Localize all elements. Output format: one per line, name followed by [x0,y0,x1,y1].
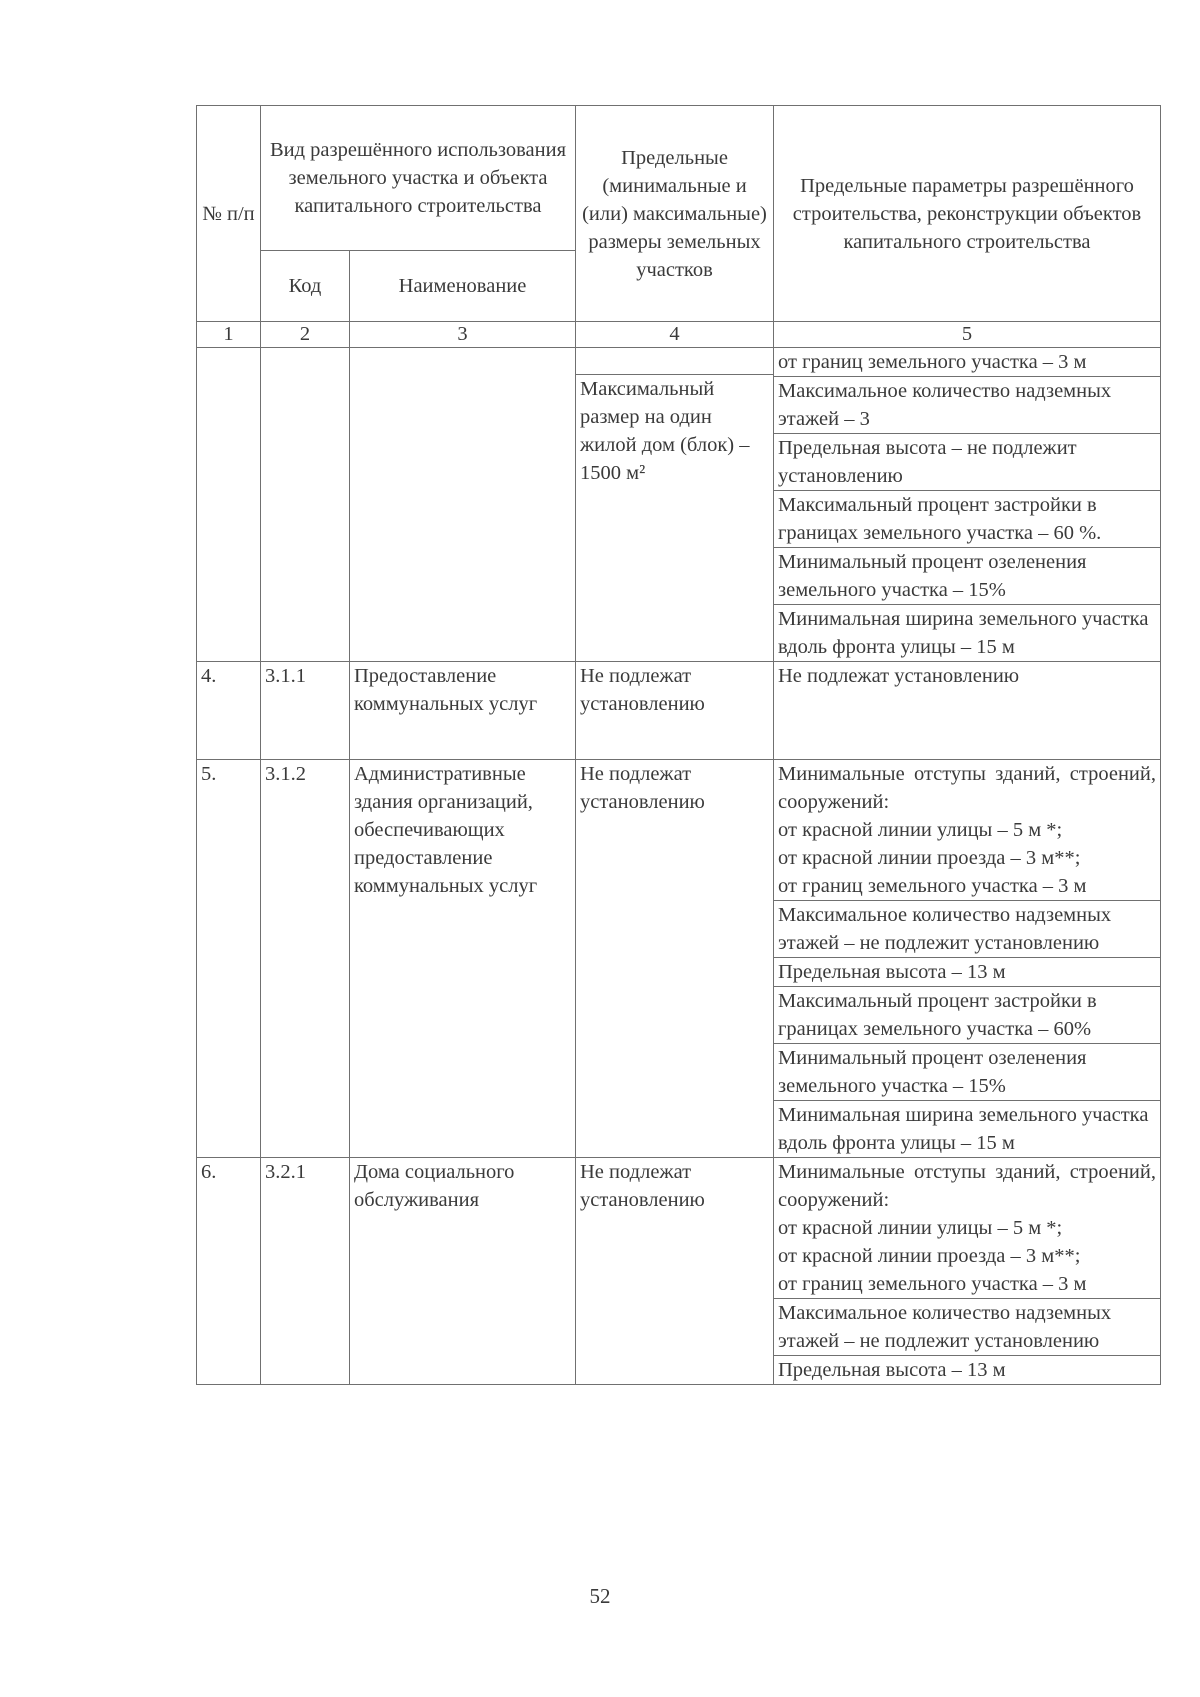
column-number: 1 [197,322,261,348]
param-item: от границ земельного участка – 3 м [774,348,1160,377]
param-item: от красной линии проезда – 3 м**; [778,847,1081,869]
param-group-setbacks [774,760,1160,901]
param-item: Минимальный процент озеленения земельного участка – 15% [774,548,1160,605]
row-number: 5. [197,760,261,1158]
row-number: 4. [197,662,261,760]
param-item: от красной линии улицы – 5 м *; [778,1217,1063,1239]
param-group-setbacks [774,1158,1160,1299]
param-item: от красной линии проезда – 3 м**; [778,1245,1081,1267]
header-plot-sizes: Предельные (минимальные и (или) максимальные) размеры земельных участков [576,106,774,322]
table-row [197,348,1161,662]
param-item: Максимальный процент застройки в границах земельного участка – 60 %. [774,491,1160,548]
column-number: 2 [261,322,350,348]
row-number [197,348,261,662]
table-row [197,662,1161,760]
row-plot-size [576,348,774,662]
land-use-table [196,105,1161,1385]
row-name: Административные здания организаций, обеспечивающих предоставление коммунальных услуг [350,760,576,1158]
row-plot-size: Не подлежат установлению [576,662,774,760]
column-number: 3 [350,322,576,348]
param-item: Максимальное количество надземных этажей – не подлежит установлению [774,1299,1160,1356]
row-name [350,348,576,662]
param-item: Минимальная ширина земельного участка вдоль фронта улицы – 15 м [778,1104,1149,1154]
param-item: Минимальные отступы зданий, строений, сооружений: [778,1161,1156,1211]
param-item: Максимальный процент застройки в границах земельного участка – 60% [774,987,1160,1044]
row-params: Не подлежат установлению [774,662,1161,760]
param-item: от границ земельного участка – 3 м [778,875,1087,897]
header-usage-type: Вид разрешённого использования земельного участка и объекта капитального строительства [261,106,576,251]
row-params [774,1158,1161,1385]
column-number-row [197,322,1161,348]
row-code: 3.2.1 [261,1158,350,1385]
column-number: 5 [774,322,1161,348]
param-item: Предельная высота – 13 м [774,958,1160,987]
row-number: 6. [197,1158,261,1385]
row-name: Предоставление коммунальных услуг [350,662,576,760]
param-item: от границ земельного участка – 3 м [778,1273,1087,1295]
param-item: Минимальные отступы зданий, строений, сооружений: [778,763,1156,813]
row-plot-size-text: Максимальный размер на один жилой дом (блок) – 1500 м² [576,374,773,487]
row-params [774,348,1161,662]
param-item: Максимальное количество надземных этажей – не подлежит установлению [774,901,1160,958]
row-plot-size: Не подлежат установлению [576,1158,774,1385]
row-code: 3.1.1 [261,662,350,760]
header-code: Код [261,251,350,322]
table-row [197,1158,1161,1385]
header-construction-params: Предельные параметры разрешённого строительства, реконструкции объектов капитального строительства [774,106,1161,322]
row-plot-size: Не подлежат установлению [576,760,774,1158]
param-item: Максимальное количество надземных этажей – 3 [774,377,1160,434]
param-item: от красной линии улицы – 5 м *; [778,819,1063,841]
param-item: Предельная высота – 13 м [778,1359,1006,1381]
page-number: 52 [589,1584,611,1608]
header-name: Наименование [350,251,576,322]
param-item: Минимальный процент озеленения земельного участка – 15% [774,1044,1160,1101]
param-item: Минимальная ширина земельного участка вдоль фронта улицы – 15 м [778,608,1149,658]
row-params [774,760,1161,1158]
row-name: Дома социального обслуживания [350,1158,576,1385]
row-code [261,348,350,662]
row-code: 3.1.2 [261,760,350,1158]
table-row [197,760,1161,1158]
column-number: 4 [576,322,774,348]
header-number: № п/п [197,106,261,322]
param-item: Предельная высота – не подлежит установлению [774,434,1160,491]
